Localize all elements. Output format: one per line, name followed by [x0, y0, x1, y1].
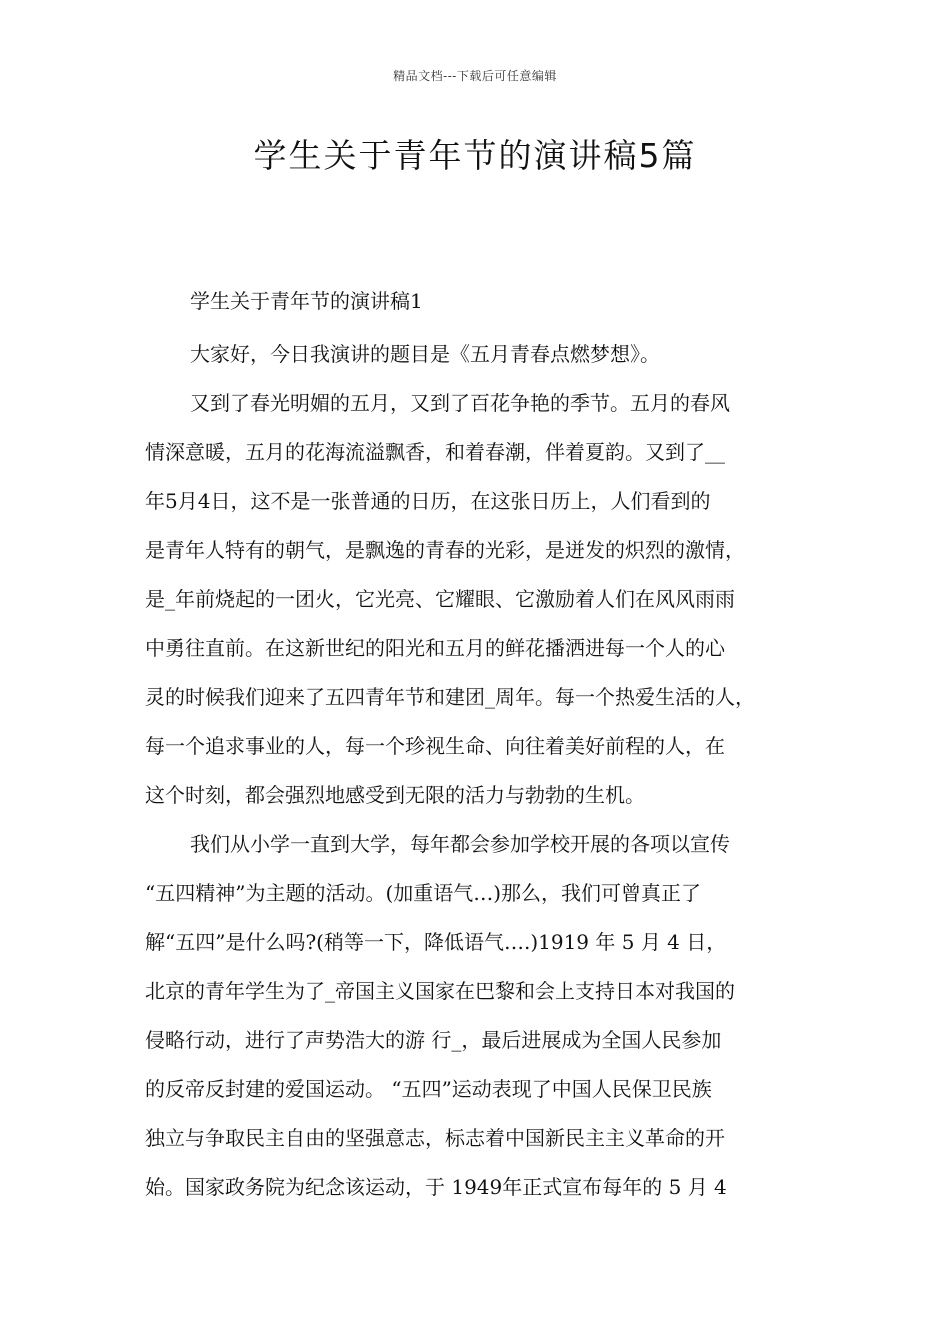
- paragraph-line: 是_年前烧起的一团火，它光亮、它耀眼、它激励着人们在风风雨雨: [145, 587, 735, 611]
- paragraph-line: 情深意暖，五月的花海流溢飘香，和着春潮，伴着夏韵。又到了__: [145, 440, 725, 464]
- paragraph-line: 独立与争取民主自由的坚强意志，标志着中国新民主主义革命的开: [145, 1126, 725, 1150]
- paragraph-line: 侵略行动，进行了声势浩大的游 行_，最后进展成为全国人民参加: [145, 1028, 722, 1052]
- paragraph-line: 解“五四”是什么吗?(稍等一下，降低语气….)1919 年 5 月 4 日，: [145, 930, 727, 954]
- section-title: 学生关于青年节的演讲稿1: [190, 289, 423, 313]
- paragraph-line: 大家好，今日我演讲的题目是《五月青春点燃梦想》。: [190, 342, 660, 366]
- paragraph-line: 北京的青年学生为了_帝国主义国家在巴黎和会上支持日本对我国的: [145, 979, 735, 1003]
- paragraph-line: 是青年人特有的朝气，是飘逸的青春的光彩，是迸发的炽烈的激情，: [145, 538, 745, 562]
- paragraph-line: 我们从小学一直到大学，每年都会参加学校开展的各项以宣传: [190, 832, 730, 856]
- paragraph-may-spring: [145, 379, 820, 820]
- paragraph-line: 这个时刻，都会强烈地感受到无限的活力与勃勃的生机。: [145, 783, 645, 807]
- paragraph-line: 中勇往直前。在这新世纪的阳光和五月的鲜花播洒进每一个人的心: [145, 636, 725, 660]
- paragraph-line: 年5月4日，这不是一张普通的日历，在这张日历上，人们看到的: [145, 489, 711, 513]
- paragraph-line: 的反帝反封建的爱国运动。 “五四”运动表现了中国人民保卫民族: [145, 1077, 712, 1101]
- paragraph-greeting: [145, 330, 820, 379]
- header-note: 精品文档---下载后可任意编辑: [393, 69, 557, 83]
- document-title: 学生关于青年节的演讲稿5篇: [253, 136, 697, 175]
- paragraph-line: 灵的时候我们迎来了五四青年节和建团_周年。每一个热爱生活的人，: [145, 685, 755, 709]
- paragraph-may-fourth: [145, 820, 820, 1212]
- paragraph-line: 每一个追求事业的人，每一个珍视生命、向往着美好前程的人，在: [145, 734, 725, 758]
- document-body: [145, 284, 820, 1212]
- paragraph-line: 始。国家政务院为纪念该运动，于 1949年正式宣布每年的 5 月 4: [145, 1175, 727, 1199]
- paragraph-line: 又到了春光明媚的五月，又到了百花争艳的季节。五月的春风: [190, 391, 730, 415]
- paragraph-line: “五四精神”为主题的活动。(加重语气…)那么，我们可曾真正了: [145, 881, 702, 905]
